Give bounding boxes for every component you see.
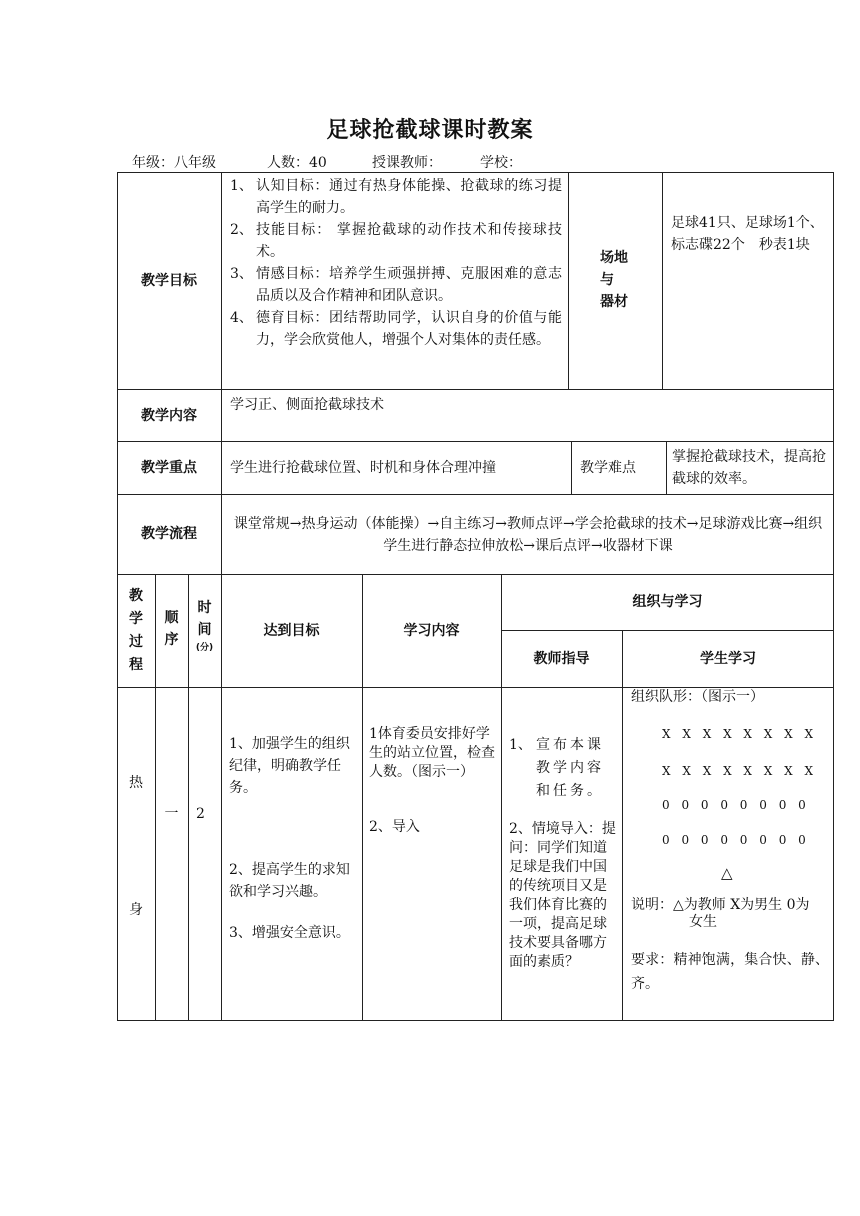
warmup-study-2: 2、导入 — [369, 819, 420, 835]
page-title: 足球抢截球课时教案 — [326, 118, 534, 143]
teacher-triangle-icon: △ — [721, 864, 733, 882]
row-divider — [117, 494, 834, 495]
content-text: 学习正、侧面抢截球技术 — [230, 397, 384, 413]
warmup-teacher-2: 2、情境导入：提问：同学们知道足球是我们中国的传统项目又是我们体育比赛的一项，提高足球技术要具备哪方面的素质？ — [509, 821, 616, 970]
formation-row-boys: X X X X X X X X — [662, 727, 818, 741]
col-divider — [501, 574, 502, 1021]
objective-item: 2、 技能目标： 掌握抢截球的动作技术和传接球技术。 — [230, 222, 562, 260]
venue-label-line: 与 — [600, 272, 614, 288]
process-label: 教学流程 — [141, 526, 197, 542]
row-divider — [117, 389, 834, 390]
content-label: 教学内容 — [141, 408, 197, 424]
process-text: 课堂常规→热身运动（体能操）→自主练习→教师点评→学会抢截球的技术→足球游戏比赛→组织学生进行静态拉伸放松→课后点评→收器材下课 — [233, 516, 823, 554]
warmup-goal-1: 1、加强学生的组织纪律，明确教学任务。 — [229, 736, 350, 796]
header-time: 时 间 (分) — [195, 600, 214, 653]
warmup-stage-2: 身 — [129, 902, 143, 918]
warmup-teacher-1: 1、 宣布本课教学内容和任务。 — [509, 737, 604, 799]
formation-legend: 说明：△为教师 X为男生 0为 女生 — [631, 897, 810, 930]
key-label: 教学重点 — [141, 460, 197, 476]
header-goal: 达到目标 — [263, 623, 320, 639]
col-divider — [571, 441, 572, 494]
difficulty-label: 教学难点 — [580, 460, 636, 476]
formation-row-girls: 0 0 0 0 0 0 0 0 — [662, 833, 810, 847]
header-teacher: 教师指导 — [533, 651, 590, 667]
col-divider — [666, 441, 667, 494]
objective-item: 3、 情感目标：培养学生顽强拼搏、克服困难的意志品质以及合作精神和团队意识。 — [230, 266, 562, 304]
objective-item: 4、 德育目标：团结帮助同学，认识自身的价值与能力，学会欣赏他人，增强个人对集体的责任感。 — [230, 310, 562, 348]
warmup-time: 2 — [196, 806, 205, 822]
count-field: 人数：40 — [267, 155, 327, 171]
grade-field: 年级：八年级 — [132, 155, 216, 171]
row-divider — [501, 630, 834, 631]
row-divider — [117, 441, 834, 442]
warmup-study-1: 1体育委员安排好学生的站立位置，检查人数。（图示一） — [369, 726, 495, 780]
equipment-text: 足球41只、足球场1个、标志碟22个 秒表1块 — [671, 215, 824, 253]
objectives-list — [230, 175, 562, 351]
header-stage: 教 学 过 程 — [129, 588, 143, 673]
header-org: 组织与学习 — [632, 594, 703, 610]
header-student: 学生学习 — [700, 651, 756, 667]
header-order: 顺 序 — [164, 610, 179, 648]
formation-row-boys: X X X X X X X X — [662, 764, 818, 778]
row-divider — [117, 574, 834, 575]
col-divider — [568, 172, 569, 389]
formation-requirement: 要求：精神饱满，集合快、静、齐。 — [631, 952, 829, 992]
difficulty-text: 掌握抢截球技术，提高抢截球的效率。 — [672, 449, 826, 487]
col-divider — [662, 172, 663, 389]
warmup-goal-2: 2、提高学生的求知欲和学习兴趣。 — [229, 862, 350, 900]
key-text: 学生进行抢截球位置、时机和身体合理冲撞 — [230, 460, 496, 476]
objectives-label: 教学目标 — [141, 273, 197, 289]
formation-row-girls: 0 0 0 0 0 0 0 0 — [662, 798, 810, 812]
header-study: 学习内容 — [403, 623, 460, 639]
col-divider — [221, 172, 222, 574]
teacher-field: 授课教师： — [372, 155, 442, 171]
warmup-order: 一 — [164, 806, 179, 822]
formation-title: 组织队形：（图示一） — [631, 689, 764, 705]
warmup-goal-3: 3、增强安全意识。 — [229, 925, 350, 941]
venue-label-line: 器材 — [600, 294, 628, 310]
venue-label-line: 场地 — [600, 250, 628, 266]
objective-item: 1、 认知目标：通过有热身体能操、抢截球的练习提高学生的耐力。 — [230, 178, 562, 216]
venue-label — [600, 247, 628, 313]
col-divider — [622, 630, 623, 1021]
school-field: 学校： — [480, 155, 522, 171]
warmup-stage-1: 热 — [129, 775, 143, 791]
